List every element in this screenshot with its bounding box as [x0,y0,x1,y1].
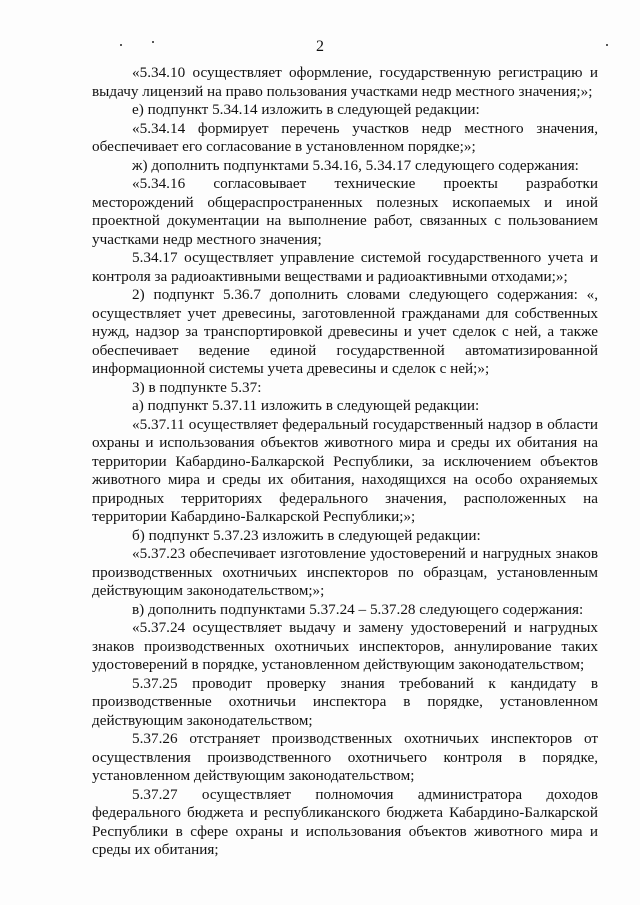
paragraph-5-37-25: 5.37.25 проводит проверку знания требований к кандидату в производственные охотничьи инспектора в порядке, установленном действующим законодательством; [92,674,598,729]
paragraph-item-e: е) подпункт 5.34.14 изложить в следующей редакции: [132,101,480,118]
paragraph-5-37-11: «5.37.11 осуществляет федеральный государственный надзор в области охраны и использования объектов животного мира и среды их обитания на территории Кабардино-Балкарской Республики, за исключением объектов животного мира и среды их обитания, находящихся на особо охраняемых природных территориях федерального значения, расположенных на территории Кабардино-Балкарской Республики;»; [92,415,598,525]
paragraph-5-37-24: «5.37.24 осуществляет выдачу и замену удостоверений и нагрудных знаков производственных охотничьих инспекторов, аннулирование таких удостоверений в порядке, установленном действующим законодательством; [92,619,598,673]
paragraph-item-3: 3) в подпункте 5.37: [132,378,262,396]
paragraph-5-37-26: 5.37.26 отстраняет производственных охотничьих инспекторов от осуществления производственного охотничьего контроля в порядке, установленном действующим законодательством; [92,730,598,784]
paragraph-item-b: б) подпункт 5.37.23 изложить в следующей редакции: [132,526,481,544]
paragraph-5-34-14: «5.34.14 формирует перечень участков недр местного значения, обеспечивает его согласование в установленном порядке;»; [92,119,598,155]
paragraph-item-2: 2) подпункт 5.36.7 дополнить словами следующего содержания: «, осуществляет учет древесины, заготовленной гражданами для собственных нужд, надзор за транспортировкой древесины и учет сделок с ней, а также обеспечивает ведение единой государственной автоматизированной информационной системы учета древесины и сделок с ней;»; [92,286,598,377]
paragraph-5-37-27: 5.37.27 осуществляет полномочия администратора доходов федерального бюджета и республиканского бюджета Кабардино-Балкарской Республики в сфере охраны и использования объектов животного мира и среды их обитания; [92,785,598,858]
paragraph-5-34-10: «5.34.10 осуществляет оформление, государственную регистрацию и выдачу лицензий на право пользования участками недр местного значения;»; [92,64,598,100]
paragraph-5-34-17: 5.34.17 осуществляет управление системой государственного учета и контроля за радиоактивными веществами и радиоактивными отходами;»; [92,249,598,285]
paragraph-item-zh: ж) дополнить подпунктами 5.34.16, 5.34.17 следующего содержания: [132,156,579,174]
paragraph-5-34-16: «5.34.16 согласовывает технические проекты разработки месторождений общераспространенных полезных ископаемых и иной проектной документации на выполнение работ, связанных с пользованием участками недр местного значения; [92,175,598,248]
document-body [92,64,598,860]
page-number: 2 [316,38,324,55]
paragraph-5-37-23: «5.37.23 обеспечивает изготовление удостоверений и нагрудных знаков производственных охотничьих инспекторов по образцам, установленным действующим законодательством;»; [92,545,598,599]
paragraph-item-v: в) дополнить подпунктами 5.37.24 – 5.37.28 следующего содержания: [132,600,584,618]
paragraph-item-a: а) подпункт 5.37.11 изложить в следующей редакции: [132,397,480,414]
